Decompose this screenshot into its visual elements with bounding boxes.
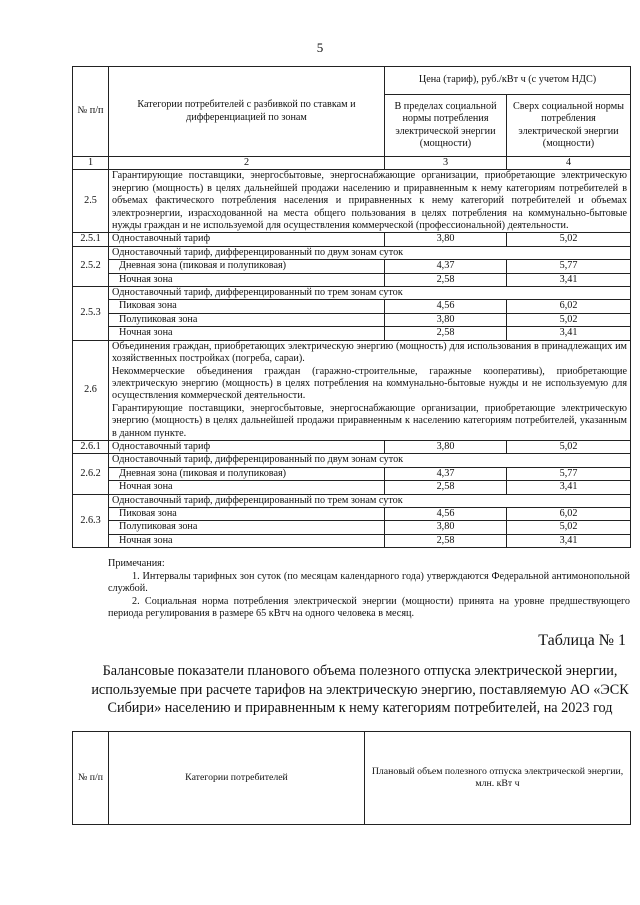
value-above: 3,41	[507, 273, 631, 286]
value-above: 6,02	[507, 300, 631, 313]
column-index-row	[73, 157, 631, 170]
section-paragraph: Некоммерческие объединения граждан (гаражно-строительные, гаражные кооперативы), приобретающие электрическую энергию (мощность) в целях потребления на коммунально-бытовые нужды и не используемую для осуществления коммерческой деятельности.	[112, 365, 628, 402]
group-label: Одноставочный тариф, дифференцированный по двум зонам суток	[109, 246, 631, 259]
header-category: Категории потребителей	[109, 732, 365, 825]
notes-title: Примечания:	[108, 558, 165, 569]
row-num: 2.6.2	[73, 454, 109, 494]
row-num: 2.5.3	[73, 287, 109, 341]
row-num: 2.6.3	[73, 494, 109, 548]
value-within: 4,56	[385, 300, 507, 313]
notes	[108, 558, 630, 621]
table-row	[73, 467, 631, 480]
value-within: 2,58	[385, 327, 507, 340]
header-volume: Плановый объем полезного отпуска электрической энергии, млн. кВт ч	[365, 732, 631, 825]
row-label: Дневная зона (пиковая и полупиковая)	[109, 467, 385, 480]
col-index-2: 2	[109, 157, 385, 170]
header-category: Категории потребителей с разбивкой по ставкам и дифференциацией по зонам	[109, 67, 385, 157]
table-label: Таблица № 1	[538, 632, 626, 649]
row-label: Ночная зона	[109, 327, 385, 340]
col-index-4: 4	[507, 157, 631, 170]
row-num: 2.5.2	[73, 246, 109, 286]
row-label: Пиковая зона	[109, 507, 385, 520]
balance-table	[72, 731, 631, 825]
value-within: 4,56	[385, 507, 507, 520]
table-row	[73, 246, 631, 259]
section-2-5	[73, 170, 631, 233]
table-title: Балансовые показатели планового объема полезного отпуска электрической энергии, используемые при расчете тарифов на электрическую энергию, поставляемую АО «ЭСК Сибири» населению и приравненным к нему категориям потребителей, на 2023 год	[91, 663, 629, 716]
row-label: Ночная зона	[109, 534, 385, 547]
note-1: 1. Интервалы тарифных зон суток (по месяцам календарного года) утверждаются Федеральной антимонопольной службой.	[108, 570, 630, 595]
table-row	[73, 534, 631, 547]
header-row	[73, 67, 631, 95]
header-above-norm: Сверх социальной нормы потребления электрической энергии (мощности)	[507, 95, 631, 157]
value-within: 4,37	[385, 260, 507, 273]
col-index-3: 3	[385, 157, 507, 170]
value-within: 3,80	[385, 233, 507, 246]
value-above: 3,41	[507, 327, 631, 340]
row-label: Полупиковая зона	[109, 313, 385, 326]
value-within: 3,80	[385, 313, 507, 326]
table-row	[73, 507, 631, 520]
tariff-table	[72, 66, 631, 548]
section-num: 2.5	[73, 170, 109, 233]
value-within: 2,58	[385, 481, 507, 494]
header-price: Цена (тариф), руб./кВт ч (с учетом НДС)	[385, 67, 631, 95]
section-num: 2.6	[73, 340, 109, 440]
header-num: № п/п	[73, 732, 109, 825]
header-num: № п/п	[73, 67, 109, 157]
header-row	[73, 732, 631, 825]
table-row	[73, 300, 631, 313]
table-row	[73, 454, 631, 467]
section-text: Гарантирующие поставщики, энергосбытовые, энергоснабжающие организации, приобретающие электрическую энергию (мощность) в целях дальнейшей продажи населению и приравненным к нему категориям потребителей в объемах фактического потребления населения и приравненных к нему категорий потребителей и объемах электроэнергии, израсходованной на места общего пользования в целях потребления на коммунально-бытовые нужды граждан и не используемой для осуществления коммерческой (профессиональной) деятельности.	[109, 170, 631, 233]
value-within: 2,58	[385, 534, 507, 547]
value-above: 5,02	[507, 440, 631, 453]
value-above: 5,02	[507, 313, 631, 326]
note-2: 2. Социальная норма потребления электрической энергии (мощности) принята на уровне предшествующего периода регулирования в размере 65 кВтч на одного человека в месяц.	[108, 595, 630, 620]
table-row	[73, 481, 631, 494]
section-paragraph: Объединения граждан, приобретающих электрическую энергию (мощность) для использования в принадлежащих им хозяйственных постройках (погреба, сараи).	[112, 340, 628, 365]
value-within: 3,80	[385, 440, 507, 453]
col-index-1: 1	[73, 157, 109, 170]
table-row	[73, 260, 631, 273]
row-label: Ночная зона	[109, 273, 385, 286]
row-label: Дневная зона (пиковая и полупиковая)	[109, 260, 385, 273]
value-above: 5,02	[507, 521, 631, 534]
group-label: Одноставочный тариф, дифференцированный по трем зонам суток	[109, 287, 631, 300]
group-label: Одноставочный тариф, дифференцированный по двум зонам суток	[109, 454, 631, 467]
row-label: Одноставочный тариф	[109, 233, 385, 246]
table-row	[73, 273, 631, 286]
value-above: 5,77	[507, 260, 631, 273]
table-row	[73, 313, 631, 326]
header-within-norm: В пределах социальной нормы потребления электрической энергии (мощности)	[385, 95, 507, 157]
row-num: 2.5.1	[73, 233, 109, 246]
value-above: 6,02	[507, 507, 631, 520]
section-paragraph: Гарантирующие поставщики, энергосбытовые, энергоснабжающие организации, приобретающие электрическую энергию (мощность) в целях дальнейшей продажи приравненным к населению категориям потребителей, указанным в данном пункте.	[112, 402, 628, 439]
group-label: Одноставочный тариф, дифференцированный по трем зонам суток	[109, 494, 631, 507]
row-label: Полупиковая зона	[109, 521, 385, 534]
row-label: Пиковая зона	[109, 300, 385, 313]
table-row	[73, 287, 631, 300]
value-within: 3,80	[385, 521, 507, 534]
value-above: 3,41	[507, 481, 631, 494]
table-row	[73, 494, 631, 507]
row-num: 2.6.1	[73, 440, 109, 453]
value-above: 5,77	[507, 467, 631, 480]
row-label: Одноставочный тариф	[109, 440, 385, 453]
section-text	[109, 340, 631, 440]
section-2-6	[73, 340, 631, 440]
page-number: 5	[316, 40, 324, 55]
value-above: 3,41	[507, 534, 631, 547]
table-row	[73, 327, 631, 340]
table-row	[73, 233, 631, 246]
table-row	[73, 440, 631, 453]
value-above: 5,02	[507, 233, 631, 246]
value-within: 4,37	[385, 467, 507, 480]
table-row	[73, 521, 631, 534]
value-within: 2,58	[385, 273, 507, 286]
row-label: Ночная зона	[109, 481, 385, 494]
